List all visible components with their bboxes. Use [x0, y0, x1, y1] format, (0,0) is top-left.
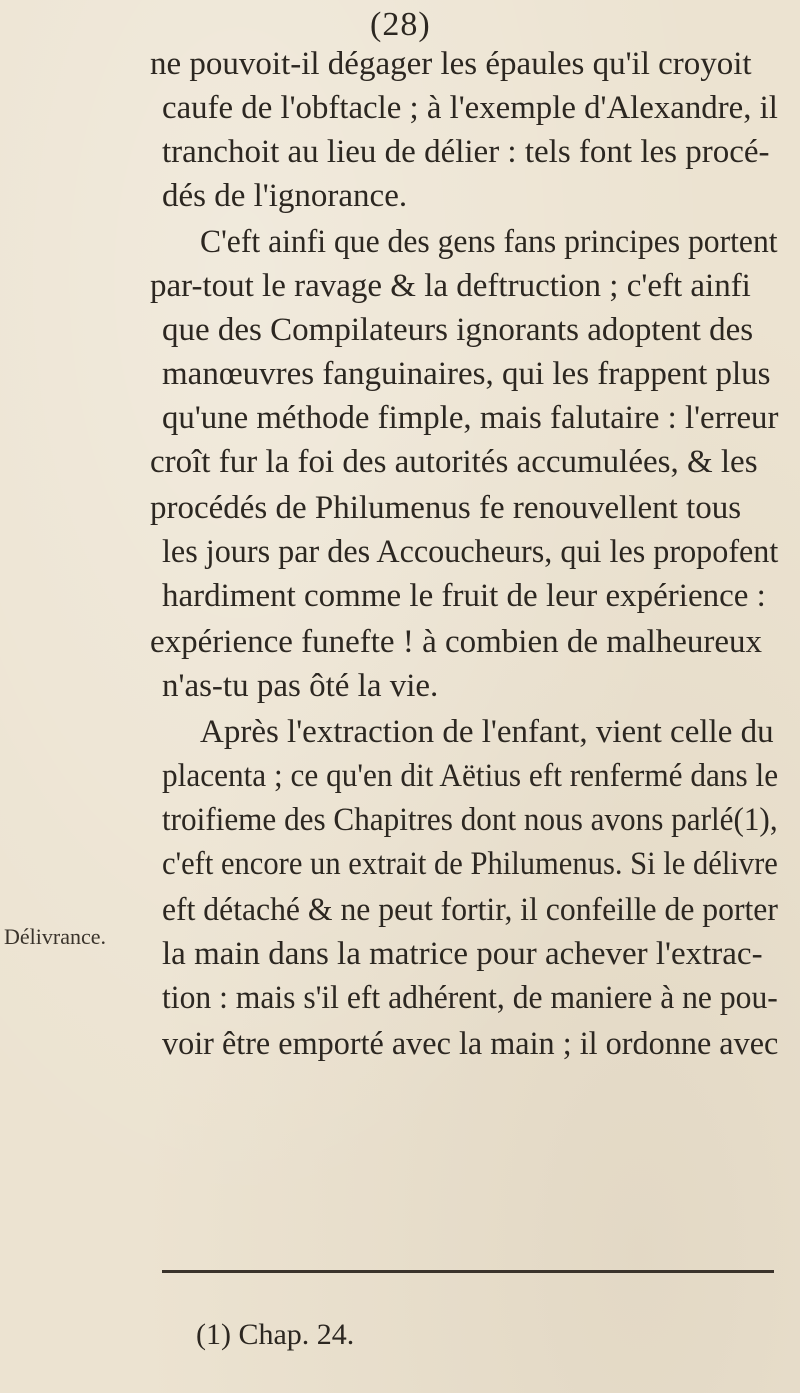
text-line: qu'une méthode fimple, mais falutaire : l'erreur — [162, 400, 779, 436]
text-line: procédés de Philumenus fe renouvellent tous — [150, 490, 742, 526]
text-line: ne pouvoit-il dégager les épaules qu'il croyoit — [150, 46, 752, 82]
text-line: caufe de l'obftacle ; à l'exemple d'Alexandre, il — [162, 90, 778, 126]
text-line: la main dans la matrice pour achever l'extrac- — [162, 936, 763, 972]
text-line: troifieme des Chapitres dont nous avons parlé(1), — [162, 802, 778, 838]
text-line: voir être emporté avec la main ; il ordonne avec — [162, 1026, 779, 1062]
text-line: c'eft encore un extrait de Philumenus. Si le délivre — [162, 846, 778, 882]
text-line: les jours par des Accoucheurs, qui les propofent — [162, 534, 779, 570]
text-line: C'eft ainfi que des gens fans principes portent — [200, 224, 778, 260]
text-line: n'as-tu pas ôté la vie. — [162, 668, 439, 704]
page-number: (28) — [370, 6, 431, 43]
text-line: que des Compilateurs ignorants adoptent des — [162, 312, 754, 348]
text-line: expérience funefte ! à combien de malheureux — [150, 624, 763, 660]
text-line: tion : mais s'il eft adhérent, de maniere à ne pou- — [162, 980, 778, 1016]
footnote: (1) Chap. 24. — [196, 1318, 355, 1351]
text-line: placenta ; ce qu'en dit Aëtius eft renfermé dans le — [162, 758, 779, 794]
footnote-rule — [162, 1270, 774, 1273]
text-line: manœuvres fanguinaires, qui les frappent plus — [162, 356, 771, 392]
margin-note: Délivrance. — [4, 924, 106, 949]
text-line: hardiment comme le fruit de leur expérience : — [162, 578, 766, 614]
text-line: Après l'extraction de l'enfant, vient celle du — [200, 714, 774, 750]
text-line: par-tout le ravage & la deftruction ; c'eft ainfi — [150, 268, 751, 304]
text-line: dés de l'ignorance. — [162, 178, 408, 214]
text-line: eft détaché & ne peut fortir, il confeille de porter — [162, 892, 778, 928]
text-line: croît fur la foi des autorités accumulées, & les — [150, 444, 758, 480]
text-line: tranchoit au lieu de délier : tels font les procé- — [162, 134, 770, 170]
